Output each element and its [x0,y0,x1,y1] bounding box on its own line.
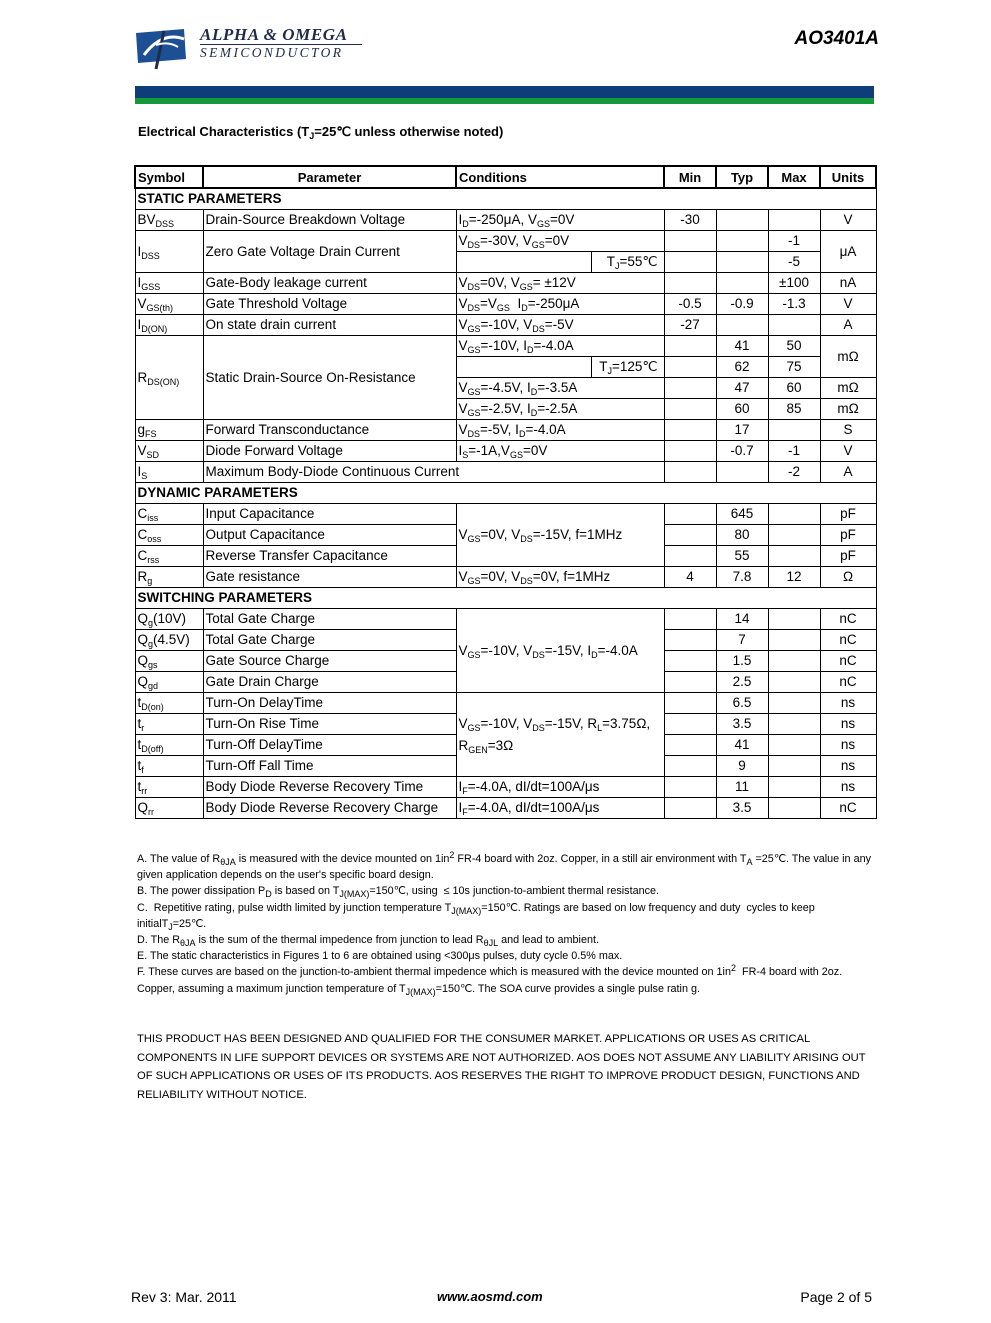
cell-typ: 60 [716,399,768,420]
table-row [135,231,876,252]
cell-units: nA [820,273,876,294]
cell-conditions: $V_{DS}=0V$, $V_{GS}= \pm 12V$ [456,273,664,294]
table-row [135,441,876,462]
cell-symbol: $I_{DSS}$ [135,231,203,273]
table-row [135,777,876,798]
cell-parameter: Total Gate Charge [203,630,456,651]
cell-conditions-temp: $T_J=55℃$ [591,252,664,273]
cell-units: mΩ [820,399,876,420]
cell-units: S [820,420,876,441]
cell-units: A [820,462,876,483]
cell-max: ±100 [768,273,820,294]
table-row [135,462,876,483]
table-row [135,273,876,294]
section-dynamic: DYNAMIC PARAMETERS [135,483,876,504]
cell-symbol: $Q_{gs}$ [135,651,203,672]
cell-units: mΩ [820,378,876,399]
logo-line2: SEMICONDUCTOR [200,45,344,60]
footer-page-number: Page 2 of 5 [800,1289,872,1305]
cell-typ: 1.5 [716,651,768,672]
cell-conditions: $V_{GS}=0V$, $V_{DS}=0V$, f=1MHz [456,567,664,588]
cell-typ: 55 [716,546,768,567]
table-row [135,420,876,441]
cell-min [664,231,716,252]
footer-revision: Rev 3: Mar. 2011 [131,1289,237,1305]
cell-units: nC [820,672,876,693]
cell-symbol: $I_{GSS}$ [135,273,203,294]
cell-max: -2 [768,462,820,483]
cell-units: ns [820,714,876,735]
table-row [135,336,876,357]
cell-parameter: Maximum Body-Diode Continuous Current [203,462,664,483]
cell-symbol: $BV_{DSS}$ [135,210,203,231]
table-row [135,609,876,630]
cell-parameter: Turn-On Rise Time [203,714,456,735]
cell-typ: -0.7 [716,441,768,462]
cell-parameter: Gate-Body leakage current [203,273,456,294]
header-bar-green [135,98,874,104]
cell-units: Ω [820,567,876,588]
cell-symbol: $t_r$ [135,714,203,735]
cell-symbol: $V_{SD}$ [135,441,203,462]
cell-symbol: $C_{rss}$ [135,546,203,567]
cell-units: nC [820,798,876,819]
cell-symbol: $t_{D(on)}$ [135,693,203,714]
cell-symbol: $t_{rr}$ [135,777,203,798]
cell-symbol: $R_g$ [135,567,203,588]
cell-max: 85 [768,399,820,420]
cell-typ: 7.8 [716,567,768,588]
cell-parameter: Reverse Transfer Capacitance [203,546,456,567]
cell-min: -30 [664,210,716,231]
cell-conditions: $I_D=-250\mu A$, $V_{GS}=0V$ [456,210,664,231]
note-c: C. Repetitive rating, pulse width limited by junction temperature $T_{J(MAX)}=150℃$. Ratings are based on low frequency and duty cycles to keep initialT$_J$=25℃. [137,901,815,932]
cell-max: -1 [768,441,820,462]
cell-max: -1.3 [768,294,820,315]
cell-symbol: $Q_{rr}$ [135,798,203,819]
cell-parameter: Turn-On DelayTime [203,693,456,714]
cell-conditions: $V_{DS}=-30V$, $V_{GS}=0V$ [456,231,664,252]
cell-typ: 80 [716,525,768,546]
footer-website-link[interactable]: www.aosmd.com [437,1289,543,1304]
note-f: F. These curves are based on the junction-to-ambient thermal impedence which is measured with the device mounted on $1in^2$ FR-4 board with 2oz. Copper, assuming a maximum junction temperature of $T_{J(MAX)}=150℃$. The SOA curve provides a single pulse ratin g. [137,963,843,997]
cell-parameter: Gate resistance [203,567,456,588]
cell-units: A [820,315,876,336]
cell-units: nC [820,630,876,651]
cell-units: V [820,210,876,231]
cell-units: ns [820,693,876,714]
cell-units: mΩ [820,336,876,378]
header-bar-blue [135,86,874,98]
note-d: D. The $R_{\theta JA}$ is the sum of the thermal impedence from junction to lead $R_{\theta JL}$ and lead to ambient. [137,934,599,949]
alpha-omega-logo-icon [134,25,196,71]
cell-typ: 47 [716,378,768,399]
cell-parameter: Forward Transconductance [203,420,456,441]
cell-max: 50 [768,336,820,357]
cell-max: 12 [768,567,820,588]
table-row [135,504,876,525]
cell-symbol: $I_S$ [135,462,203,483]
col-parameter: Parameter [203,166,456,188]
section-row [135,588,876,609]
cell-units: μA [820,231,876,273]
col-min: Min [664,166,716,188]
cell-typ: 17 [716,420,768,441]
cell-parameter: Body Diode Reverse Recovery Time [203,777,456,798]
section-row [135,188,876,210]
cell-typ: 2.5 [716,672,768,693]
section-switching: SWITCHING PARAMETERS [135,588,876,609]
cell-typ: 3.5 [716,798,768,819]
cell-max: 75 [768,357,820,378]
cell-symbol: $I_{D(ON)}$ [135,315,203,336]
cell-symbol: $g_{FS}$ [135,420,203,441]
header-row [135,166,876,188]
cell-parameter: Input Capacitance [203,504,456,525]
cell-units: nC [820,651,876,672]
cell-conditions [456,252,591,273]
cell-conditions: $V_{GS}=-10V$, $V_{DS}=-15V$, $R_L=3.75\Omega$, $R_{GEN}=3\Omega$ [456,693,664,777]
cell-typ [716,210,768,231]
table-row [135,693,876,714]
col-conditions: Conditions [456,166,664,188]
cell-conditions: $I_S=-1A,V_{GS}=0V$ [456,441,664,462]
cell-typ: 11 [716,777,768,798]
cell-units: ns [820,735,876,756]
cell-min: -27 [664,315,716,336]
cell-conditions: $V_{GS}=-10V$, $V_{DS}=-5V$ [456,315,664,336]
cell-min: 4 [664,567,716,588]
cell-typ: 3.5 [716,714,768,735]
cell-symbol: $C_{iss}$ [135,504,203,525]
cell-units: ns [820,777,876,798]
cell-typ: 6.5 [716,693,768,714]
cell-conditions: $V_{DS}=-5V$, $I_D=-4.0A$ [456,420,664,441]
cell-typ: 41 [716,735,768,756]
cell-conditions: $I_F=-4.0A$, dI/dt=100A/μs [456,798,664,819]
cell-typ [716,231,768,252]
cell-typ: -0.9 [716,294,768,315]
part-number: AO3401A [794,28,879,49]
cell-conditions-temp: $T_J=125℃$ [591,357,664,378]
cell-conditions: $V_{GS}=-10V$, $I_D=-4.0A$ [456,336,664,357]
cell-parameter: Gate Source Charge [203,651,456,672]
cell-symbol: $Q_g(10V)$ [135,609,203,630]
table-row [135,567,876,588]
cell-units: ns [820,756,876,777]
cell-units: V [820,294,876,315]
note-e: E. The static characteristics in Figures 1 to 6 are obtained using <300μs pulses, duty cycle 0.5% max. [137,950,623,963]
cell-parameter: Body Diode Reverse Recovery Charge [203,798,456,819]
table-row [135,210,876,231]
cell-parameter: Total Gate Charge [203,609,456,630]
cell-min: -0.5 [664,294,716,315]
table-row [135,798,876,819]
cell-max: -5 [768,252,820,273]
cell-typ: 645 [716,504,768,525]
cell-symbol: $t_f$ [135,756,203,777]
cell-parameter: Turn-Off Fall Time [203,756,456,777]
cell-symbol: $V_{GS(th)}$ [135,294,203,315]
section-title: Electrical Characteristics ($T_J=25℃$ unless otherwise noted) [138,124,504,141]
note-b: B. The power dissipation $P_D$ is based on $T_{J(MAX)}=150℃$, using ≤ 10s junction-to-ambient thermal resistance. [137,885,659,900]
cell-symbol: $C_{oss}$ [135,525,203,546]
cell-parameter: Diode Forward Voltage [203,441,456,462]
cell-parameter: Gate Drain Charge [203,672,456,693]
cell-units: pF [820,504,876,525]
cell-typ: 62 [716,357,768,378]
cell-max: -1 [768,231,820,252]
col-max: Max [768,166,820,188]
cell-parameter: Drain-Source Breakdown Voltage [203,210,456,231]
cell-conditions: $V_{GS}=-10V$, $V_{DS}=-15V$, $I_D=-4.0A$ [456,609,664,693]
cell-parameter: Static Drain-Source On-Resistance [203,336,456,420]
cell-conditions: $V_{DS}=V_{GS}$ $I_D=-250\mu A$ [456,294,664,315]
cell-typ: 41 [716,336,768,357]
col-units: Units [820,166,876,188]
note-a: A. The value of $R_{\theta JA}$ is measured with the device mounted on $1in^2$ FR-4 board with 2oz. Copper, in a still air environment with $T_A$ =25℃. The value in any given application depends on the user's specific board design. [137,850,871,882]
section-static: STATIC PARAMETERS [135,188,876,210]
cell-units: pF [820,546,876,567]
cell-parameter: Gate Threshold Voltage [203,294,456,315]
cell-typ: 14 [716,609,768,630]
cell-conditions: $V_{GS}=0V$, $V_{DS}=-15V$, f=1MHz [456,504,664,567]
cell-typ: 9 [716,756,768,777]
disclaimer: THIS PRODUCT HAS BEEN DESIGNED AND QUALIFIED FOR THE CONSUMER MARKET. APPLICATIONS OR USES AS CRITICAL COMPONENTS IN LIFE SUPPORT DEVICES OR SYSTEMS ARE NOT AUTHORIZED. AOS DOES NOT ASSUME ANY LIABILITY ARISING OUT OF SUCH APPLICATIONS OR USES OF ITS PRODUCTS. AOS RESERVES THE RIGHT TO IMPROVE PRODUCT DESIGN, FUNCTIONS AND RELIABILITY WITHOUT NOTICE. [137,1033,866,1101]
col-typ: Typ [716,166,768,188]
cell-min [664,252,716,273]
cell-parameter: On state drain current [203,315,456,336]
cell-conditions: $I_F=-4.0A$, dI/dt=100A/μs [456,777,664,798]
cell-symbol: $Q_{gd}$ [135,672,203,693]
table-row [135,315,876,336]
cell-parameter: Zero Gate Voltage Drain Current [203,231,456,273]
company-logo [134,25,374,75]
section-row [135,483,876,504]
footnotes [137,851,877,997]
cell-typ [716,252,768,273]
electrical-characteristics-table [134,165,877,819]
cell-units: nC [820,609,876,630]
cell-conditions: $V_{GS}=-4.5V$, $I_D=-3.5A$ [456,378,664,399]
cell-units: V [820,441,876,462]
cell-symbol: $t_{D(off)}$ [135,735,203,756]
col-symbol: Symbol [135,166,203,188]
logo-line1: ALPHA & OMEGA [200,25,348,44]
cell-symbol: $R_{DS(ON)}$ [135,336,203,420]
cell-units: pF [820,525,876,546]
cell-max: 60 [768,378,820,399]
cell-symbol: $Q_g(4.5V)$ [135,630,203,651]
cell-conditions: $V_{GS}=-2.5V$, $I_D=-2.5A$ [456,399,664,420]
table-row [135,294,876,315]
cell-parameter: Output Capacitance [203,525,456,546]
cell-max [768,210,820,231]
cell-typ: 7 [716,630,768,651]
cell-parameter: Turn-Off DelayTime [203,735,456,756]
